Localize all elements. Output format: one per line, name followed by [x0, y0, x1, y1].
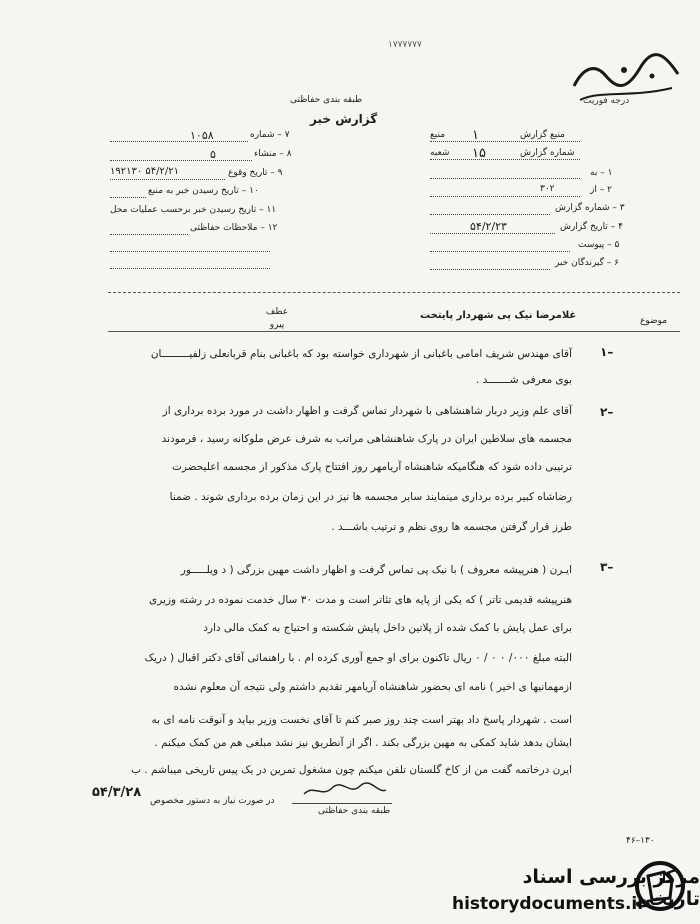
field-arrival-date-label: ۱۰ – تاریخ رسیدن خبر به منبع — [148, 186, 259, 196]
paragraph-number: ۱– — [600, 345, 614, 359]
field-report-date-value: ۵۴/۲/۲۳ — [470, 220, 507, 233]
classification-label: طبقه بندی حفاظتی — [290, 95, 363, 105]
paragraph-line: آقای علم وزیر دربار شاهنشاهی با شهردار تماس گرفت و اظهار داشت در مورد برده برداری از — [162, 405, 572, 417]
field-attachment-label: ۵ – پیوست — [578, 240, 620, 250]
field-source-extra: منبع — [430, 130, 446, 140]
urgency-grade-label: درجه فوریت — [583, 96, 630, 106]
paragraph-line: است . شهردار پاسخ داد بهتر است چند روز صبر کنم تا آقای نخست وزیر بیاید و آنوقت نامه ای به — [151, 714, 572, 726]
subject-aside — [266, 306, 288, 332]
paragraph-line: طرز قرار گرفتن مجسمه ها روی نظم و ترتیب باشـــد . — [331, 521, 572, 533]
paragraph-line: ایـرن ( هنرپیشه معروف ) با نیک پی تماس گرفت و اظهار داشت مهین بزرگی ( د ویلـــــور — [180, 564, 572, 576]
paragraph-line: مجسمه های سلاطین ایران در پارک شاهنشاهی مراتب به شرف عرض ملوکانه رسید ، فرمودند — [161, 433, 572, 445]
field-number-value: ۱۰۵۸ — [190, 129, 214, 142]
footer-classification: طبقه بندی حفاظتی — [318, 806, 391, 816]
field-from-label: ۲ – از — [590, 185, 612, 195]
paragraph-number: ۳– — [600, 560, 614, 574]
brand-name: مرکز بررسی اسناد تاریخی — [522, 866, 700, 910]
paragraph-number: ۲– — [600, 405, 614, 419]
field-occurrence-date-label: ۹ – تاریخ وقوع — [228, 168, 283, 178]
paragraph-line: آقای مهندس شریف امامی باغبانی از شهرداری خواسته بود که باغبانی بنام قربانعلی زلفیـــــــــان — [150, 348, 572, 360]
footer-left-number: ۵۴/۳/۲۸ — [92, 785, 142, 800]
paragraph-line: ایشان بدهد شاید کمکی به مهین بزرگی بکند . اگر از آنطریق نیز نشد مبلغی هم من کمک میکنم . — [154, 737, 572, 749]
subject-text: غلامرضا نیک پی شهردار پایتخت — [420, 310, 577, 321]
field-origin-label: ۸ – منشاء — [254, 149, 292, 159]
field-source-label: منبع گزارش — [520, 130, 565, 140]
paragraph-line: رضاشاه کبیر برده برداری مینمایند سایر مجسمه ها نیز در این زمان برده برداری شوند . ضمنا — [169, 491, 572, 503]
field-occurrence-date-value: ۵۴/۲/۲۱ ۱۹۲۱۳۰ — [110, 166, 180, 177]
footer-left-note: در صورت نیاز به دستور مخصوص — [150, 796, 275, 806]
paragraph-line: برای عمل پایش با کمک شده از پلاتین داخل پایش شکسته و احتیاج به کمک مالی دارد — [203, 622, 572, 634]
field-report-no-label: شماره گزارش — [520, 148, 575, 158]
subject-label: موضوع — [640, 316, 668, 326]
report-title: گزارش خبر — [310, 112, 378, 126]
brand-url: historydocuments.ir — [452, 894, 646, 914]
field-report-date-label: ۴ – تاریخ گزارش — [560, 222, 623, 232]
top-code: ۱۷۷۷۷۷۷ — [388, 40, 422, 50]
paragraph-line: ازمهمانیها ی اخیر ) نامه ای بحضور شاهنشاه آریامهر تقدیم داشتم ولی نتیجه آن معلوم نشده — [173, 681, 572, 693]
paragraph-line: ترتیبی داده شود که هنگامیکه شاهنشاه آریامهر روز افتتاح پارک مذکور از مجسمه اعلیحضرت — [172, 461, 572, 473]
subject-aside-follow: پیرو — [269, 320, 285, 330]
field-report-no-extra: شعبه — [430, 148, 450, 158]
field-source-value: ۱ — [472, 128, 479, 143]
field-arrival-op-label: ۱۱ – تاریخ رسیدن خبر برحسب عملیات محل — [110, 205, 277, 215]
signature-icon — [300, 780, 390, 802]
page-code: ۴۶–۱۳۰ — [626, 836, 655, 846]
subject-aside-ref: عطف — [266, 307, 289, 317]
field-report-no-value: ۱۵ — [472, 146, 486, 161]
field-security-notes-label: ۱۲ – ملاحظات حفاظتی — [190, 223, 278, 233]
field-origin-value: ۵ — [210, 148, 216, 161]
field-from-value: ۳۰۲ — [540, 184, 555, 194]
field-number-label: ۷ – شماره — [250, 130, 290, 140]
field-to-label: ۱ – به — [590, 168, 613, 178]
paragraph-line: ایرن درخاتمه گفت من از کاخ گلستان تلفن میکنم چون مشغول تمرین در یک پیس تاریخی میباشم . ب — [131, 764, 572, 776]
field-recipients-label: ۶ – گیرندگان خبر — [555, 258, 620, 268]
paragraph-line: هنرپیشه قدیمی تاتر ) که یکی از پایه های تئاتر است و مدت ۳۰ سال خدمت نموده در رشته وزیری — [149, 594, 572, 606]
field-report-number-label: ۳ – شماره گزارش — [555, 203, 625, 213]
paragraph-line: البته مبلغ ۰۰۰/ ۰ ۰ / ۰ ریال تاکنون برای او جمع آوری کرده ام . با راهنمائی آقای دکتر اقبال ( دریک — [144, 652, 572, 664]
paragraph-line: بوی معرفی شـــــــد . — [475, 374, 572, 386]
